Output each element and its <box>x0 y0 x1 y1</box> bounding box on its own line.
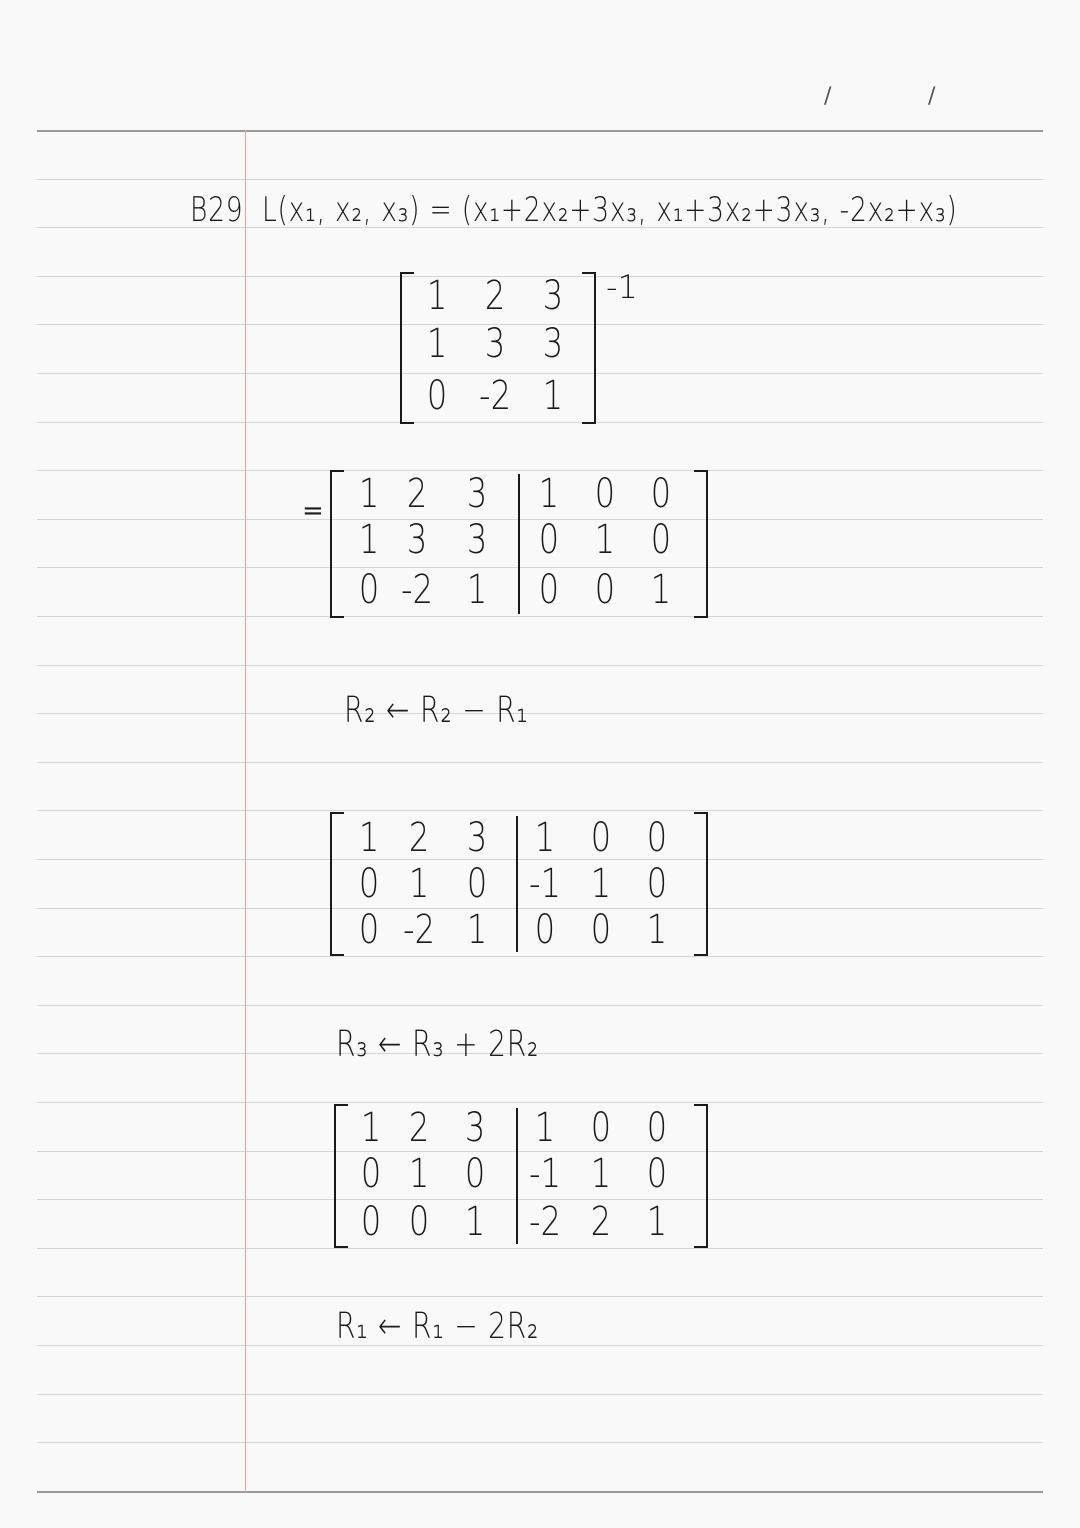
matrix-entry: 1 <box>650 567 672 613</box>
matrix-entry: 0 <box>538 567 560 613</box>
ruled-line <box>37 1053 1043 1054</box>
matrix-entry: 3 <box>406 517 428 563</box>
matrix-entry: 2 <box>408 815 430 861</box>
matrix-entry: -2 <box>529 1199 561 1245</box>
matrix-entry: 0 <box>590 1105 612 1151</box>
matrix-entry: 1 <box>534 1105 556 1151</box>
problem-label: B29 <box>190 190 244 230</box>
matrix-entry: 0 <box>646 861 668 907</box>
date-slash-2: / <box>928 84 936 109</box>
matrix-entry: 1 <box>538 471 560 517</box>
augmented-matrix-2 <box>330 812 708 956</box>
matrix-entry: 0 <box>646 815 668 861</box>
matrix-entry: 0 <box>358 567 380 613</box>
matrix-entry: 1 <box>464 1199 486 1245</box>
matrix-entry: 2 <box>590 1199 612 1245</box>
matrix-entry: 1 <box>360 1105 382 1151</box>
matrix-entry: 0 <box>650 517 672 563</box>
matrix-entry: 0 <box>360 1199 382 1245</box>
ruled-line <box>37 713 1043 714</box>
matrix-entry: 1 <box>590 861 612 907</box>
matrix-entry: 2 <box>406 471 428 517</box>
matrix-entry: 1 <box>358 815 380 861</box>
augment-divider <box>518 474 520 614</box>
right-bracket <box>694 1104 708 1248</box>
augmented-matrix-1 <box>330 470 708 618</box>
matrix-entry: 0 <box>466 861 488 907</box>
ruled-line <box>37 1296 1043 1297</box>
matrix-entry: 0 <box>590 907 612 953</box>
matrix-entry: 1 <box>594 517 616 563</box>
left-bracket <box>330 470 344 618</box>
matrix-entry: 1 <box>408 861 430 907</box>
ruled-line <box>37 1102 1043 1103</box>
matrix-entry: 3 <box>466 471 488 517</box>
matrix-entry: 1 <box>426 273 448 319</box>
right-bracket <box>582 272 596 424</box>
inverse-superscript: -1 <box>606 268 638 306</box>
row-operation-2: R₃ ← R₃ + 2R₂ <box>336 1024 540 1065</box>
matrix-entry: 0 <box>408 1199 430 1245</box>
matrix-entry: 1 <box>426 321 448 367</box>
matrix-entry: 3 <box>542 321 564 367</box>
matrix-entry: -1 <box>529 1151 561 1197</box>
right-bracket <box>694 470 708 618</box>
matrix-entry: 0 <box>646 1151 668 1197</box>
ruled-line <box>37 1442 1043 1443</box>
border-line <box>37 130 1043 132</box>
matrix-entry: 0 <box>426 373 448 419</box>
matrix-entry: 0 <box>358 907 380 953</box>
augment-divider <box>516 816 518 952</box>
matrix-entry: -1 <box>529 861 561 907</box>
matrix-entry: 2 <box>408 1105 430 1151</box>
coefficient-matrix <box>400 272 596 424</box>
ruled-line <box>37 956 1043 957</box>
matrix-entry: -2 <box>479 373 511 419</box>
left-bracket <box>400 272 414 424</box>
matrix-entry: 1 <box>358 517 380 563</box>
date-slash-1: / <box>824 84 832 109</box>
matrix-entry: 1 <box>358 471 380 517</box>
matrix-entry: 0 <box>464 1151 486 1197</box>
matrix-entry: 0 <box>358 861 380 907</box>
matrix-entry: 3 <box>466 517 488 563</box>
ruled-line <box>37 762 1043 763</box>
matrix-entry: 3 <box>466 815 488 861</box>
matrix-entry: 1 <box>646 907 668 953</box>
matrix-entry: 1 <box>408 1151 430 1197</box>
matrix-entry: 1 <box>646 1199 668 1245</box>
matrix-entry: 3 <box>542 273 564 319</box>
matrix-entry: 0 <box>534 907 556 953</box>
ruled-line <box>37 1345 1043 1346</box>
matrix-entry: 3 <box>484 321 506 367</box>
row-operation-3: R₁ ← R₁ − 2R₂ <box>336 1306 540 1347</box>
ruled-line <box>37 179 1043 180</box>
matrix-entry: 0 <box>646 1105 668 1151</box>
ruled-line <box>37 810 1043 811</box>
augmented-matrix-3 <box>334 1104 708 1248</box>
matrix-entry: 0 <box>650 471 672 517</box>
ruled-line <box>37 1248 1043 1249</box>
matrix-entry: 2 <box>484 273 506 319</box>
augment-divider <box>516 1108 518 1244</box>
matrix-entry: 0 <box>538 517 560 563</box>
matrix-entry: -2 <box>401 567 433 613</box>
matrix-entry: 0 <box>360 1151 382 1197</box>
matrix-entry: 1 <box>466 567 488 613</box>
matrix-entry: 1 <box>590 1151 612 1197</box>
ruled-line <box>37 1394 1043 1395</box>
matrix-entry: 0 <box>594 567 616 613</box>
linear-map-definition: L(x₁, x₂, x₃) = (x₁+2x₂+3x₃, x₁+3x₂+3x₃, -2x₂+x₃) <box>262 190 958 230</box>
matrix-entry: 1 <box>534 815 556 861</box>
left-bracket <box>334 1104 348 1248</box>
right-bracket <box>694 812 708 956</box>
left-bracket <box>330 812 344 956</box>
border-line <box>37 1491 1043 1493</box>
matrix-entry: -2 <box>403 907 435 953</box>
row-operation-1: R₂ ← R₂ − R₁ <box>344 690 529 731</box>
matrix-entry: 1 <box>542 373 564 419</box>
matrix-entry: 3 <box>464 1105 486 1151</box>
ruled-line <box>37 665 1043 666</box>
ruled-line <box>37 1005 1043 1006</box>
matrix-entry: 0 <box>590 815 612 861</box>
margin-line <box>245 130 246 1492</box>
equals-sign: = <box>302 496 324 526</box>
matrix-entry: 0 <box>594 471 616 517</box>
matrix-entry: 1 <box>466 907 488 953</box>
